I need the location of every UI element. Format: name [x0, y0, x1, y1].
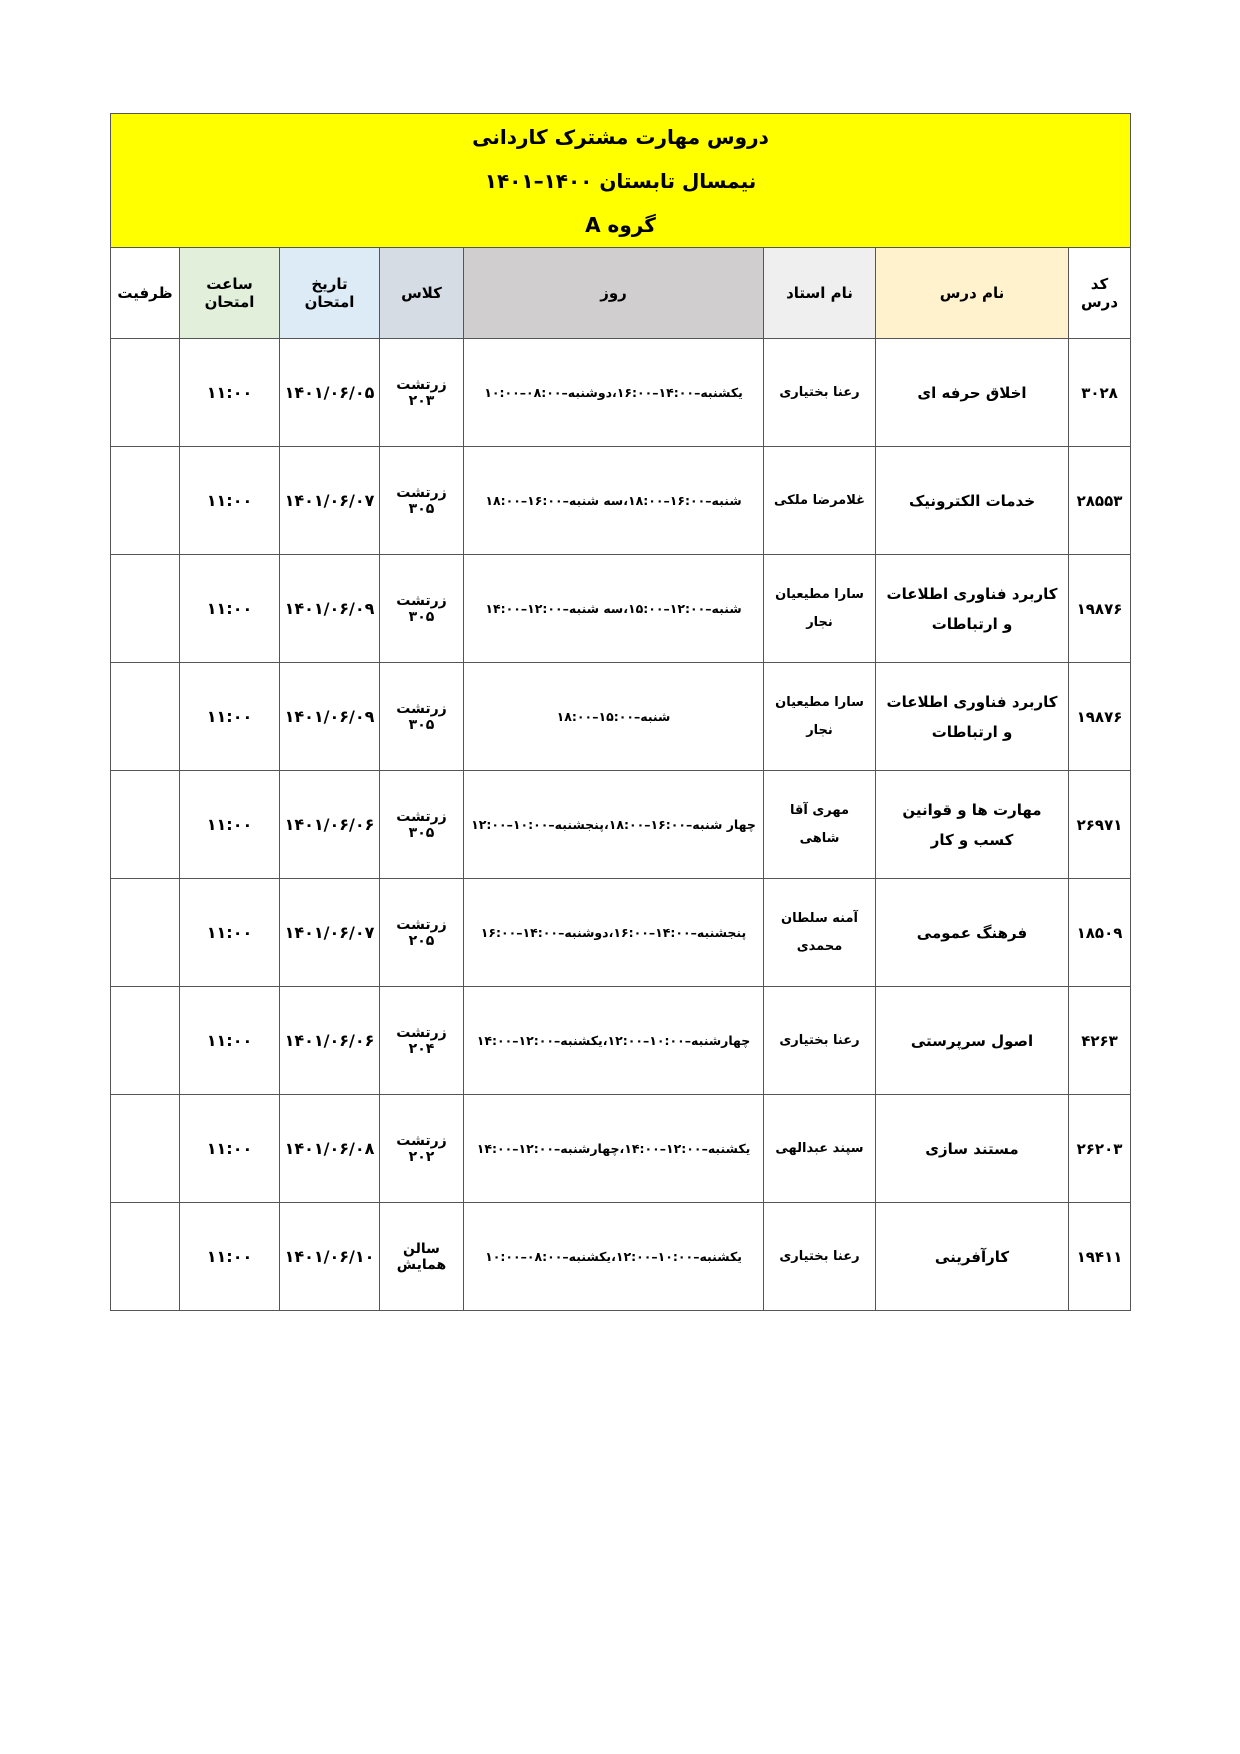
title-block	[111, 114, 1131, 248]
capacity	[111, 771, 180, 879]
course-schedule-table	[110, 113, 1131, 1311]
header-exam-time: ساعت امتحان	[180, 248, 280, 339]
course-name: فرهنگ عمومی	[876, 879, 1069, 987]
teacher-name: آمنه سلطان محمدی	[764, 879, 876, 987]
capacity	[111, 447, 180, 555]
header-day: روز	[464, 248, 764, 339]
title-line-1: دروس مهارت مشترک کاردانی	[472, 124, 769, 149]
course-name: کارآفرینی	[876, 1203, 1069, 1311]
class-room: زرتشت ۲۰۳	[380, 339, 464, 447]
course-name: مهارت ها و قوانین کسب و کار	[876, 771, 1069, 879]
exam-date: ۱۴۰۱/۰۶/۰۷	[280, 879, 380, 987]
exam-time: ۱۱:۰۰	[180, 1203, 280, 1311]
class-room: زرتشت ۳۰۵	[380, 447, 464, 555]
exam-time: ۱۱:۰۰	[180, 447, 280, 555]
header-teacher: نام استاد	[764, 248, 876, 339]
exam-date: ۱۴۰۱/۰۶/۰۵	[280, 339, 380, 447]
class-room: زرتشت ۳۰۵	[380, 771, 464, 879]
course-name: اخلاق حرفه ای	[876, 339, 1069, 447]
class-days: شنبه–۱۶:۰۰–۱۸:۰۰،سه شنبه–۱۶:۰۰–۱۸:۰۰	[464, 447, 764, 555]
header-capacity: ظرفیت	[111, 248, 180, 339]
class-days: چهار شنبه–۱۶:۰۰–۱۸:۰۰،پنجشنبه–۱۰:۰۰–۱۲:۰۰	[464, 771, 764, 879]
course-name: کاربرد فناوری اطلاعات و ارتباطات	[876, 663, 1069, 771]
class-room: سالن همایش	[380, 1203, 464, 1311]
table-row	[111, 771, 1131, 879]
course-name: کاربرد فناوری اطلاعات و ارتباطات	[876, 555, 1069, 663]
course-code: ۲۸۵۵۳	[1069, 447, 1131, 555]
header-course: نام درس	[876, 248, 1069, 339]
capacity	[111, 987, 180, 1095]
course-code: ۱۹۸۷۶	[1069, 555, 1131, 663]
table-row	[111, 339, 1131, 447]
exam-time: ۱۱:۰۰	[180, 879, 280, 987]
exam-time: ۱۱:۰۰	[180, 663, 280, 771]
course-code: ۱۸۵۰۹	[1069, 879, 1131, 987]
exam-time: ۱۱:۰۰	[180, 339, 280, 447]
capacity	[111, 339, 180, 447]
exam-time: ۱۱:۰۰	[180, 1095, 280, 1203]
exam-time: ۱۱:۰۰	[180, 771, 280, 879]
table-row	[111, 987, 1131, 1095]
schedule-sheet	[110, 113, 1130, 1311]
class-days: یکشنبه–۱۰:۰۰–۱۲:۰۰،یکشنبه–۰۸:۰۰–۱۰:۰۰	[464, 1203, 764, 1311]
teacher-name: سارا مطیعیان نجار	[764, 663, 876, 771]
class-room: زرتشت ۲۰۲	[380, 1095, 464, 1203]
course-name: خدمات الکترونیک	[876, 447, 1069, 555]
exam-date: ۱۴۰۱/۰۶/۰۶	[280, 771, 380, 879]
exam-date: ۱۴۰۱/۰۶/۱۰	[280, 1203, 380, 1311]
course-code: ۳۰۲۸	[1069, 339, 1131, 447]
class-days: پنجشنبه–۱۴:۰۰–۱۶:۰۰،دوشنبه–۱۴:۰۰–۱۶:۰۰	[464, 879, 764, 987]
table-row	[111, 1095, 1131, 1203]
teacher-name: سپند عبدالهی	[764, 1095, 876, 1203]
class-days: یکشنبه–۱۲:۰۰–۱۴:۰۰،چهارشنبه–۱۲:۰۰–۱۴:۰۰	[464, 1095, 764, 1203]
class-room: زرتشت ۲۰۵	[380, 879, 464, 987]
teacher-name: رعنا بختیاری	[764, 987, 876, 1095]
class-room: زرتشت ۲۰۴	[380, 987, 464, 1095]
class-days: شنبه–۱۲:۰۰–۱۵:۰۰،سه شنبه–۱۲:۰۰–۱۴:۰۰	[464, 555, 764, 663]
exam-date: ۱۴۰۱/۰۶/۰۷	[280, 447, 380, 555]
header-row	[111, 248, 1131, 339]
header-code: کد درس	[1069, 248, 1131, 339]
table-row	[111, 1203, 1131, 1311]
teacher-name: مهری آقا شاهی	[764, 771, 876, 879]
capacity	[111, 555, 180, 663]
class-days: چهارشنبه–۱۰:۰۰–۱۲:۰۰،یکشنبه–۱۲:۰۰–۱۴:۰۰	[464, 987, 764, 1095]
header-class: کلاس	[380, 248, 464, 339]
course-code: ۱۹۴۱۱	[1069, 1203, 1131, 1311]
table-row	[111, 663, 1131, 771]
teacher-name: سارا مطیعیان نجار	[764, 555, 876, 663]
teacher-name: رعنا بختیاری	[764, 339, 876, 447]
exam-date: ۱۴۰۱/۰۶/۰۹	[280, 663, 380, 771]
teacher-name: غلامرضا ملکی	[764, 447, 876, 555]
course-code: ۲۶۲۰۳	[1069, 1095, 1131, 1203]
class-room: زرتشت ۳۰۵	[380, 555, 464, 663]
header-exam-date: تاریخ امتحان	[280, 248, 380, 339]
capacity	[111, 1203, 180, 1311]
course-code: ۱۹۸۷۶	[1069, 663, 1131, 771]
exam-date: ۱۴۰۱/۰۶/۰۹	[280, 555, 380, 663]
course-code: ۲۶۹۷۱	[1069, 771, 1131, 879]
class-room: زرتشت ۳۰۵	[380, 663, 464, 771]
class-days: یکشنبه–۱۴:۰۰–۱۶:۰۰،دوشنبه–۰۸:۰۰–۱۰:۰۰	[464, 339, 764, 447]
exam-date: ۱۴۰۱/۰۶/۰۶	[280, 987, 380, 1095]
table-row	[111, 555, 1131, 663]
course-name: مستند سازی	[876, 1095, 1069, 1203]
title-line-3: گروه A	[585, 212, 656, 237]
table-row	[111, 879, 1131, 987]
table-row	[111, 447, 1131, 555]
course-code: ۴۲۶۳	[1069, 987, 1131, 1095]
exam-time: ۱۱:۰۰	[180, 987, 280, 1095]
exam-time: ۱۱:۰۰	[180, 555, 280, 663]
class-days: شنبه–۱۵:۰۰–۱۸:۰۰	[464, 663, 764, 771]
title-line-2: نیمسال تابستان ۱۴۰۰–۱۴۰۱	[484, 168, 757, 193]
course-name: اصول سرپرستی	[876, 987, 1069, 1095]
capacity	[111, 663, 180, 771]
exam-date: ۱۴۰۱/۰۶/۰۸	[280, 1095, 380, 1203]
teacher-name: رعنا بختیاری	[764, 1203, 876, 1311]
capacity	[111, 1095, 180, 1203]
capacity	[111, 879, 180, 987]
